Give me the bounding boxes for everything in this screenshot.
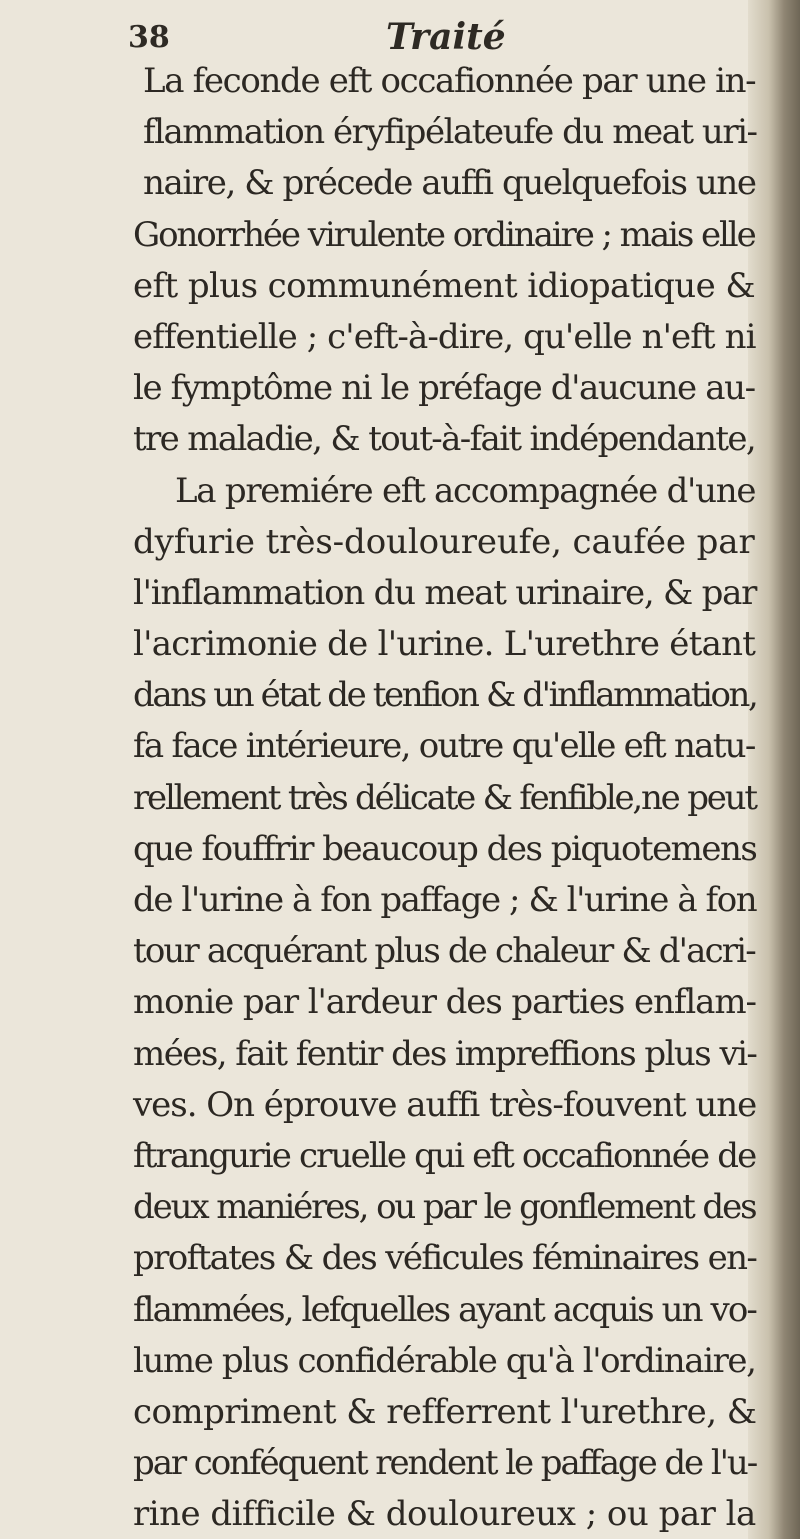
- text-line: deux maniéres, ou par le gonflement des: [133, 1187, 756, 1228]
- text-line: par conféquent rendent le paffage de l'u-: [133, 1443, 757, 1484]
- page-number: 38: [128, 20, 170, 55]
- text-line: eft plus communément idiopatique &: [133, 265, 756, 306]
- text-line: rine difficile & douloureux ; ou par la: [133, 1494, 756, 1535]
- text-line: La feconde eft occafionnée par une in-: [143, 61, 756, 101]
- text-line: naire, & précede auffi quelquefois une: [143, 163, 756, 204]
- text-line: le fymptôme ni le préfage d'aucune au-: [133, 368, 755, 409]
- text-line: l'inflammation du meat urinaire, & par: [133, 572, 757, 613]
- text-line: monie par l'ardeur des parties enflam-: [133, 982, 756, 1023]
- text-line: effentielle ; c'eft-à-dire, qu'elle n'eft ni: [133, 316, 756, 357]
- text-line: flammation éryfipélateufe du meat uri-: [143, 112, 757, 153]
- text-line: que fouffrir beaucoup des piquotemens: [133, 828, 757, 869]
- text-line: tre maladie, & tout-à-fait indépendante,: [133, 419, 756, 460]
- text-line: ftrangurie cruelle qui eft occafionnée de: [133, 1135, 756, 1176]
- text-line: flammées, lefquelles ayant acquis un vo-: [133, 1289, 756, 1330]
- page-header: [128, 14, 728, 62]
- text-line: dyfurie très-douloureufe, caufée par: [133, 521, 755, 562]
- text-line: de l'urine à fon paffage ; & l'urine à fon: [133, 880, 757, 920]
- text-line: fa face intérieure, outre qu'elle eft natu-: [133, 726, 755, 767]
- text-line: tour acquérant plus de chaleur & d'acri-: [133, 931, 755, 972]
- text-line: ves. On éprouve auffi très-fouvent une: [133, 1084, 757, 1125]
- text-line: l'acrimonie de l'urine. L'urethre étant: [133, 624, 756, 665]
- text-line: compriment & refferrent l'urethre, &: [133, 1391, 757, 1432]
- text-line: dans un état de tenfion & d'inflammation,: [133, 675, 757, 716]
- text-line: La premiére eft accompagnée d'une: [175, 470, 756, 511]
- text-line: proftates & des véficules féminaires en-: [133, 1238, 757, 1279]
- text-line: rellement très délicate & fenfible,ne peut: [133, 777, 756, 818]
- running-title: Traité: [386, 16, 506, 58]
- body-text: [115, 56, 755, 1539]
- text-line: mées, fait fentir des impreffions plus vi-: [133, 1033, 757, 1074]
- text-line: lume plus confidérable qu'à l'ordinaire,: [133, 1340, 756, 1381]
- text-line: Gonorrhée virulente ordinaire ; mais elle: [133, 214, 755, 255]
